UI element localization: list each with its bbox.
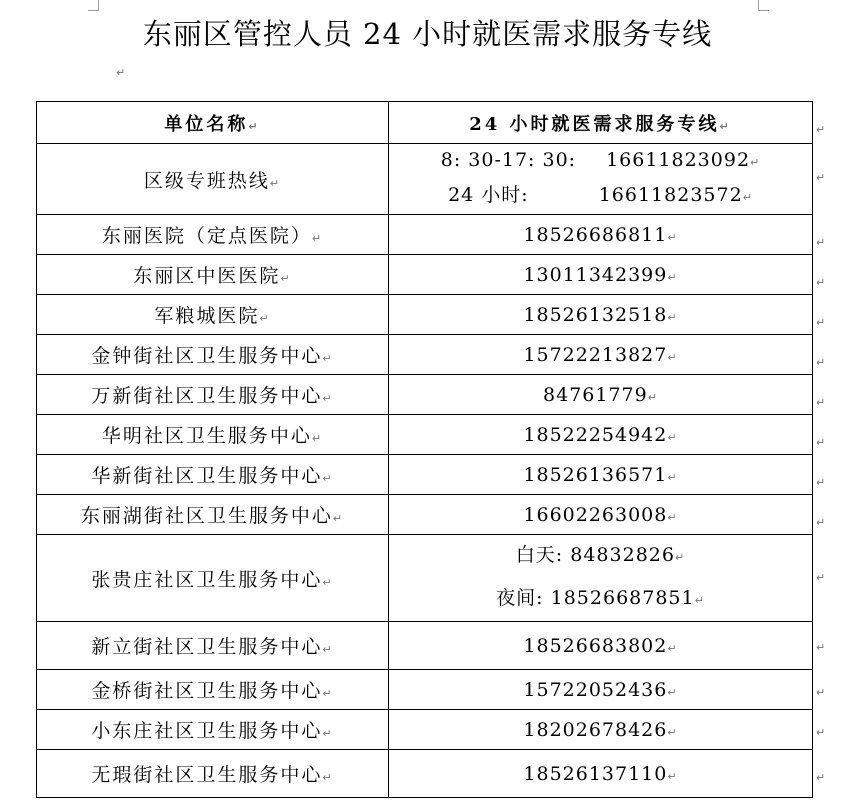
phone-number: 18522254942 xyxy=(523,423,668,446)
table-row xyxy=(37,750,813,798)
hotline-cell: 15722052436↵ xyxy=(389,670,813,710)
phone-number: 18526137110 xyxy=(523,762,668,785)
row-end-mark: ↵ xyxy=(816,686,826,699)
row-end-mark: ↵ xyxy=(816,771,826,784)
row-end-mark: ↵ xyxy=(816,436,826,449)
phone-number: 16611823092 xyxy=(606,149,751,171)
table-row xyxy=(37,622,813,670)
row-end-mark: ↵ xyxy=(816,123,826,136)
unit-name-cell: 张贵庄社区卫生服务中心↵ xyxy=(37,535,389,622)
unit-name-cell: 区级专班热线↵ xyxy=(37,144,389,215)
hotline-table xyxy=(36,101,813,798)
unit-name-cell: 万新街社区卫生服务中心↵ xyxy=(37,375,389,415)
row-end-mark: ↵ xyxy=(816,476,826,489)
hotline-line: 白天: 84832826↵ xyxy=(515,544,686,566)
row-end-mark: ↵ xyxy=(816,356,826,369)
hotline-cell: 18526132518↵ xyxy=(389,295,813,335)
row-end-mark: ↵ xyxy=(816,571,826,584)
row-end-mark: ↵ xyxy=(816,171,826,184)
unit-name-cell: 东丽湖街社区卫生服务中心↵ xyxy=(37,495,389,535)
hotline-cell: 18526686811↵ xyxy=(389,215,813,255)
table-row xyxy=(37,710,813,750)
paragraph-mark: ↵ xyxy=(116,66,126,79)
unit-name-cell: 华明社区卫生服务中心↵ xyxy=(37,415,389,455)
table-header-row xyxy=(37,102,813,144)
hotline-line: 24 小时: 16611823572↵ xyxy=(448,184,753,206)
phone-number: 15722052436 xyxy=(523,678,668,701)
header-unit-name: 单位名称↵ xyxy=(37,102,389,144)
hotline-cell: 16602263008↵ xyxy=(389,495,813,535)
phone-number: 84761779 xyxy=(543,383,648,406)
hotline-line: 夜间: 18526687851↵ xyxy=(496,587,705,609)
table-row xyxy=(37,495,813,535)
phone-number: 16611823572 xyxy=(598,184,743,206)
row-end-mark: ↵ xyxy=(816,236,826,249)
table-row xyxy=(37,375,813,415)
hotline-cell: 18526137110↵ xyxy=(389,750,813,798)
row-end-mark: ↵ xyxy=(816,316,826,329)
row-end-mark: ↵ xyxy=(816,276,826,289)
row-end-mark: ↵ xyxy=(816,516,826,529)
hotline-cell: 13011342399↵ xyxy=(389,255,813,295)
phone-number: 18526687851 xyxy=(550,587,695,609)
hotline-cell: 15722213827↵ xyxy=(389,335,813,375)
row-end-mark: ↵ xyxy=(816,396,826,409)
table-row xyxy=(37,215,813,255)
table-row xyxy=(37,335,813,375)
table-row xyxy=(37,144,813,215)
header-hotline: 24 小时就医需求服务专线↵ xyxy=(389,102,813,144)
unit-name-cell: 无瑕街社区卫生服务中心↵ xyxy=(37,750,389,798)
phone-number: 84832826 xyxy=(570,544,675,566)
row-end-mark: ↵ xyxy=(816,641,826,654)
table-row xyxy=(37,255,813,295)
hotline-cell: 18522254942↵ xyxy=(389,415,813,455)
phone-number: 18526686811 xyxy=(523,223,668,246)
unit-name-cell: 小东庄社区卫生服务中心↵ xyxy=(37,710,389,750)
phone-number: 13011342399 xyxy=(523,263,668,286)
unit-name-cell: 金钟街社区卫生服务中心↵ xyxy=(37,335,389,375)
unit-name-cell: 东丽区中医医院↵ xyxy=(37,255,389,295)
hotline-cell: 18526136571↵ xyxy=(389,455,813,495)
hotline-cell xyxy=(389,535,813,622)
table-row xyxy=(37,455,813,495)
hotline-cell: 84761779↵ xyxy=(389,375,813,415)
phone-number: 15722213827 xyxy=(523,343,668,366)
unit-name-cell: 军粮城医院↵ xyxy=(37,295,389,335)
unit-name-cell: 东丽医院（定点医院）↵ xyxy=(37,215,389,255)
unit-name-cell: 华新街社区卫生服务中心↵ xyxy=(37,455,389,495)
page-corner-mark xyxy=(758,0,769,11)
table-row xyxy=(37,535,813,622)
hotline-cell: 18202678426↵ xyxy=(389,710,813,750)
phone-number: 18526136571 xyxy=(523,463,668,486)
hotline-cell xyxy=(389,144,813,215)
row-end-mark: ↵ xyxy=(816,726,826,739)
hotline-line: 8: 30-17: 30: 16611823092↵ xyxy=(440,149,761,171)
phone-number: 18526683802 xyxy=(523,634,668,657)
unit-name-cell: 金桥街社区卫生服务中心↵ xyxy=(37,670,389,710)
table-row xyxy=(37,295,813,335)
hotline-cell: 18526683802↵ xyxy=(389,622,813,670)
page-corner-mark xyxy=(88,0,99,11)
phone-number: 18202678426 xyxy=(523,718,668,741)
unit-name-cell: 新立街社区卫生服务中心↵ xyxy=(37,622,389,670)
document-title: 东丽区管控人员 24 小时就医需求服务专线 xyxy=(142,17,713,51)
phone-number: 18526132518 xyxy=(523,303,668,326)
table-row xyxy=(37,415,813,455)
phone-number: 16602263008 xyxy=(523,503,668,526)
table-row xyxy=(37,670,813,710)
